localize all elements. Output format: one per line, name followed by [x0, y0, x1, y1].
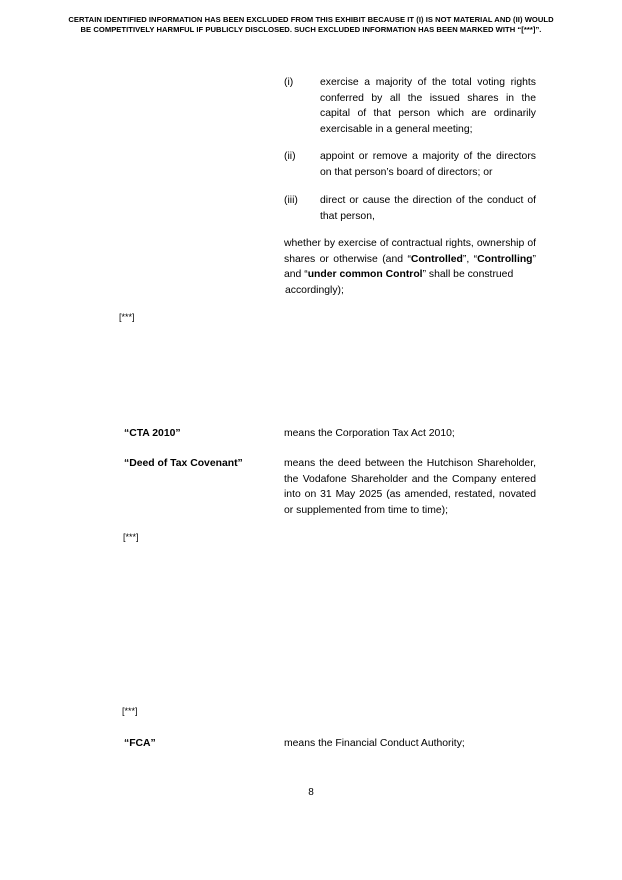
tail-text-after: ” shall be construed: [422, 269, 514, 281]
redaction-marker: [***]: [123, 532, 139, 542]
definition-text-cta-2010: means the Corporation Tax Act 2010;: [284, 428, 455, 439]
item-text-ii: appoint or remove a majority of the directors on that person’s board of directors; or: [320, 151, 536, 178]
control-definition-last-line: accordingly);: [285, 285, 344, 296]
item-number-ii: (ii): [284, 151, 296, 162]
control-definition-tail: [284, 236, 536, 283]
exhibit-header: [30, 15, 592, 35]
term-controlling: Controlling: [477, 253, 533, 265]
definition-text-deed-of-tax-covenant: means the deed between the Hutchison Shareholder, the Vodafone Shareholder and the Company entered into on 31 May 2025 (as amended, restated, novated or supplemented from time to time);: [284, 458, 536, 516]
definition-term-deed-of-tax-covenant: “Deed of Tax Covenant”: [124, 458, 243, 469]
tail-text-mid2: ” and “: [284, 253, 536, 281]
item-number-i: (i): [284, 77, 294, 88]
header-line-1: CERTAIN IDENTIFIED INFORMATION HAS BEEN EXCLUDED FROM THIS EXHIBIT BECAUSE IT (I) IS NOT MATERIAL AND (II) WOULD: [68, 15, 554, 24]
redaction-marker: [***]: [122, 706, 138, 716]
term-under-common-control: under common Control: [307, 269, 423, 281]
definition-term-cta-2010: “CTA 2010”: [124, 428, 181, 439]
tail-text-mid1: ”, “: [462, 253, 478, 265]
item-number-iii: (iii): [284, 195, 298, 206]
item-text-i: exercise a majority of the total voting rights conferred by all the issued shares in the capital of that person which are ordinarily exercisable in a general meeting;: [320, 77, 536, 135]
page-number: 8: [308, 787, 314, 798]
term-controlled: Controlled: [410, 253, 463, 265]
definition-term-fca: “FCA”: [124, 738, 156, 749]
redaction-marker: [***]: [119, 312, 135, 322]
header-line-2: BE COMPETITIVELY HARMFUL IF PUBLICLY DISCLOSED. SUCH EXCLUDED INFORMATION HAS BEEN MARKED WITH “[***]”.: [80, 25, 542, 34]
tail-text-before: whether by exercise of contractual rights, ownership of shares or otherwise (and “: [284, 238, 536, 265]
item-text-iii: direct or cause the direction of the conduct of that person,: [320, 195, 536, 222]
definition-text-fca: means the Financial Conduct Authority;: [284, 738, 465, 749]
